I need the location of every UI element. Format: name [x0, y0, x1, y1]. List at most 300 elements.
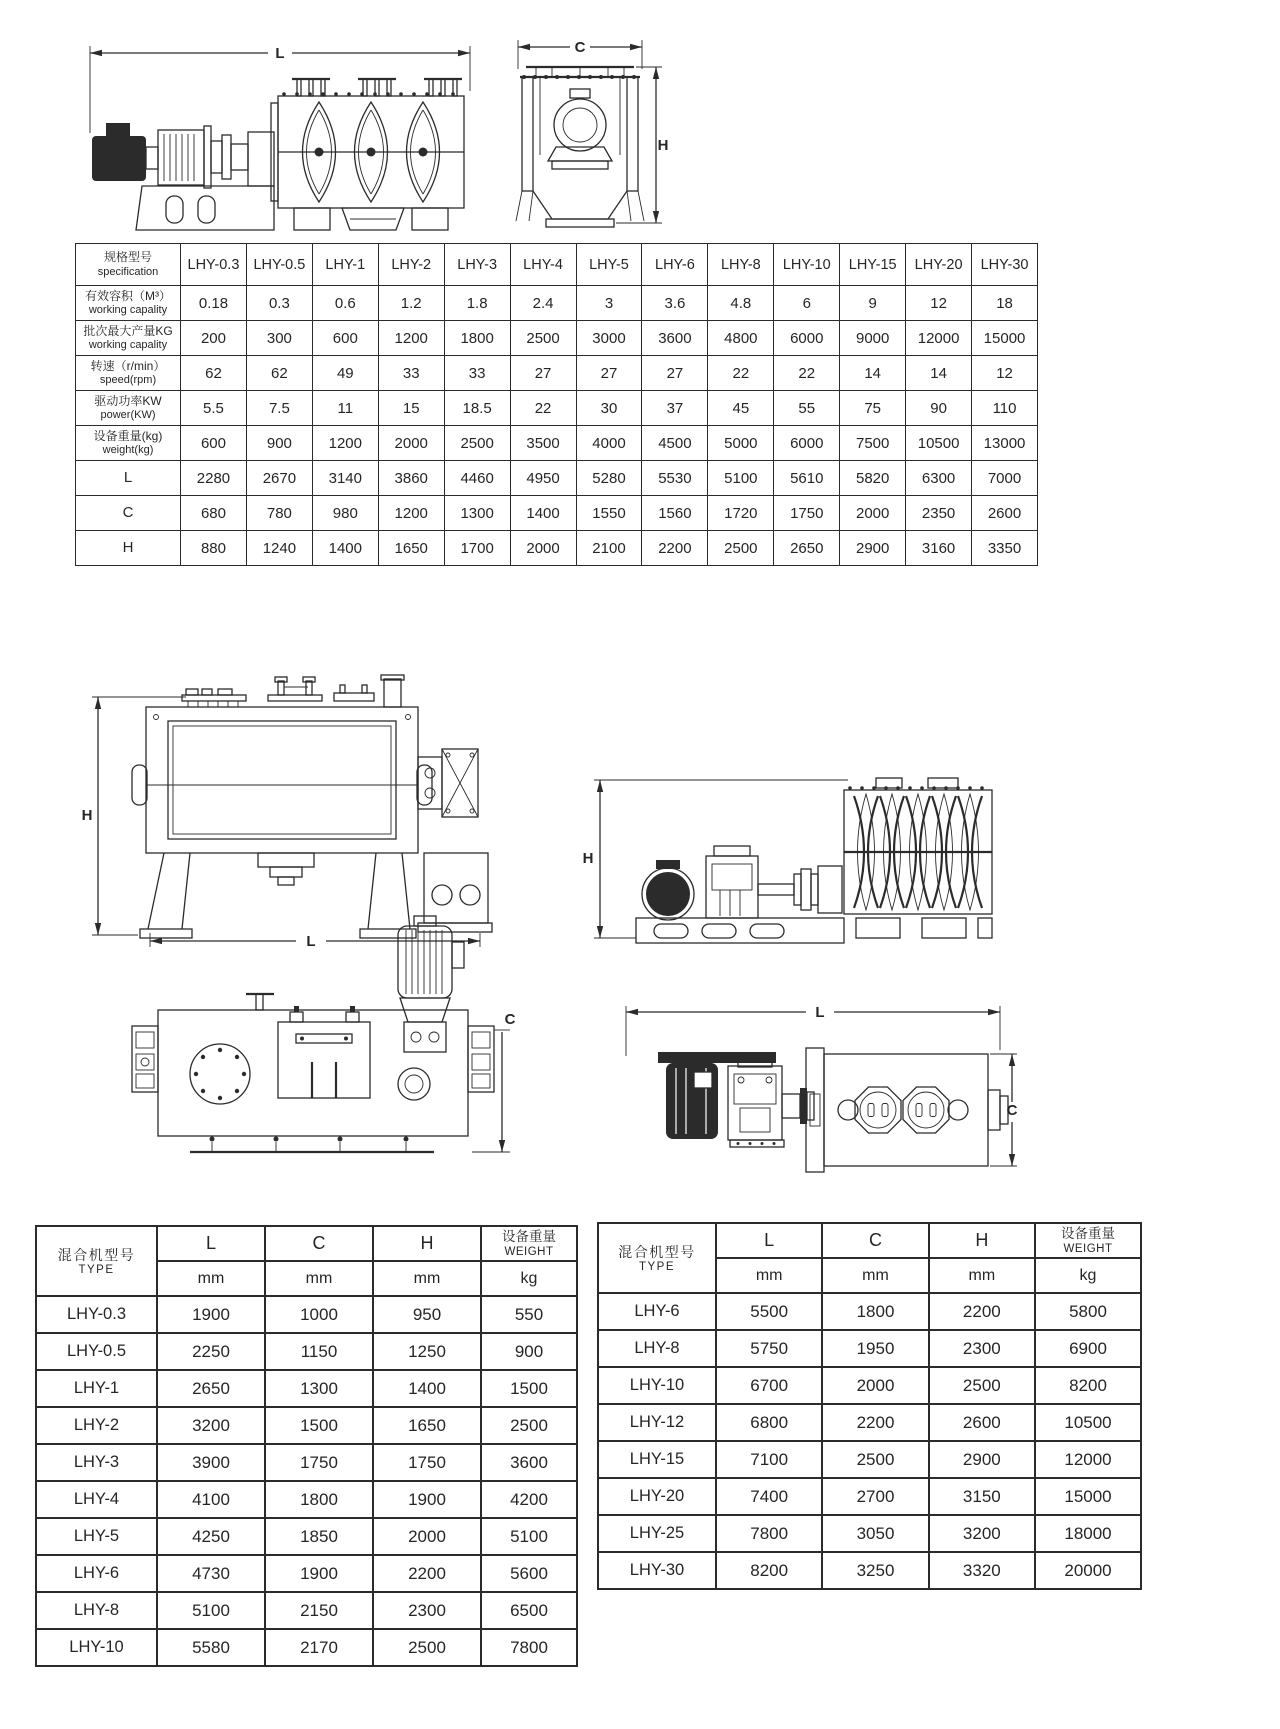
drum-feet: [294, 208, 448, 230]
weight-header-zh: 设备重量: [502, 1229, 556, 1245]
unit-cell: mm: [716, 1258, 822, 1293]
model-cell: LHY-3: [36, 1444, 157, 1481]
value-cell: 1150: [265, 1333, 373, 1370]
spec-value-cell: 2000: [840, 496, 906, 531]
value-cell: 1800: [265, 1481, 373, 1518]
spec-value-cell: 4460: [444, 461, 510, 496]
spec-value-cell: 1200: [378, 496, 444, 531]
spec-value-cell: 18.5: [444, 391, 510, 426]
dimension-column-header: H: [373, 1226, 481, 1261]
spec-value-cell: 22: [708, 356, 774, 391]
spec-value-cell: 13000: [972, 426, 1038, 461]
model-cell: LHY-6: [598, 1293, 716, 1330]
dim-header-row: [36, 1226, 577, 1261]
spec-row-label-zh: 设备重量(kg): [93, 428, 163, 443]
value-cell: 550: [481, 1296, 577, 1333]
spec-table: [75, 243, 1038, 566]
value-cell: 18000: [1035, 1515, 1141, 1552]
dim-row: [36, 1444, 577, 1481]
spec-model-header: LHY-30: [972, 244, 1038, 286]
motor: [658, 1052, 776, 1139]
spec-value-cell: 2600: [972, 496, 1038, 531]
dim-row: [598, 1367, 1141, 1404]
spec-value-cell: 900: [246, 426, 312, 461]
spec-value-cell: 3: [576, 286, 642, 321]
spec-value-cell: 14: [840, 356, 906, 391]
value-cell: 4100: [157, 1481, 265, 1518]
spec-value-cell: 300: [246, 321, 312, 356]
spec-value-cell: 0.18: [181, 286, 247, 321]
spec-model-header: LHY-10: [774, 244, 840, 286]
spec-value-cell: 22: [774, 356, 840, 391]
value-cell: 1950: [822, 1330, 928, 1367]
dimension-column-header: L: [157, 1226, 265, 1261]
spec-value-cell: 4000: [576, 426, 642, 461]
spec-row-label: [76, 391, 181, 426]
spec-row-label-en: working capality: [88, 339, 168, 352]
spec-value-cell: 1720: [708, 496, 774, 531]
top-fittings: [182, 675, 404, 707]
access-plate: [278, 1006, 370, 1098]
spec-table-body: [76, 244, 1038, 566]
model-cell: LHY-5: [36, 1518, 157, 1555]
spec-row-label: [76, 426, 181, 461]
value-cell: 1300: [265, 1370, 373, 1407]
value-cell: 12000: [1035, 1441, 1141, 1478]
value-cell: 3900: [157, 1444, 265, 1481]
drawing-mixer-end-view: [496, 33, 671, 235]
value-cell: 2000: [822, 1367, 928, 1404]
spec-value-cell: 1700: [444, 531, 510, 566]
spec-value-cell: 7500: [840, 426, 906, 461]
value-cell: 6800: [716, 1404, 822, 1441]
spec-value-cell: 15000: [972, 321, 1038, 356]
dim-row: [598, 1552, 1141, 1589]
dimension-width: [990, 1054, 1018, 1166]
spec-row: [76, 531, 1038, 566]
spec-value-cell: 0.3: [246, 286, 312, 321]
spec-row-label-zh: 有效容积（M³）: [85, 288, 171, 303]
spec-model-header: LHY-3: [444, 244, 510, 286]
weight-header-en: WEIGHT: [1063, 1242, 1113, 1255]
value-cell: 3600: [481, 1444, 577, 1481]
spec-model-header: LHY-5: [576, 244, 642, 286]
value-cell: 2700: [822, 1478, 928, 1515]
spec-row-label-en: power(KW): [100, 409, 156, 422]
body: [806, 1048, 1008, 1172]
spec-model-header: LHY-0.5: [246, 244, 312, 286]
value-cell: 1500: [265, 1407, 373, 1444]
spec-value-cell: 10500: [906, 426, 972, 461]
value-cell: 2500: [481, 1407, 577, 1444]
spec-value-cell: 0.6: [312, 286, 378, 321]
gearbox: [728, 1058, 814, 1147]
spec-row-label: [76, 531, 181, 566]
value-cell: 2500: [822, 1441, 928, 1478]
value-cell: 5500: [716, 1293, 822, 1330]
type-header-en: TYPE: [638, 1261, 676, 1274]
value-cell: 5600: [481, 1555, 577, 1592]
model-cell: LHY-10: [598, 1367, 716, 1404]
spec-value-cell: 600: [312, 321, 378, 356]
spec-value-cell: 2200: [642, 531, 708, 566]
drawing-mixer-side-view: [82, 33, 477, 235]
gearbox: [158, 126, 274, 188]
value-cell: 1750: [373, 1444, 481, 1481]
spec-value-cell: 62: [246, 356, 312, 391]
bottom-rail: [190, 1137, 434, 1153]
spec-value-cell: 1560: [642, 496, 708, 531]
model-cell: LHY-12: [598, 1404, 716, 1441]
spec-value-cell: 2500: [510, 321, 576, 356]
value-cell: 6900: [1035, 1330, 1141, 1367]
model-cell: LHY-25: [598, 1515, 716, 1552]
spec-model-header: LHY-4: [510, 244, 576, 286]
model-cell: LHY-1: [36, 1370, 157, 1407]
value-cell: 1650: [373, 1407, 481, 1444]
value-cell: 4250: [157, 1518, 265, 1555]
spec-value-cell: 3160: [906, 531, 972, 566]
unit-cell: mm: [157, 1261, 265, 1296]
value-cell: 950: [373, 1296, 481, 1333]
dim-row: [36, 1370, 577, 1407]
spec-corner-cell: [76, 244, 181, 286]
sight-glass: [398, 1068, 430, 1100]
value-cell: 2150: [265, 1592, 373, 1629]
type-header-zh: 混合机型号: [618, 1243, 696, 1260]
spec-value-cell: 5.5: [181, 391, 247, 426]
model-cell: LHY-10: [36, 1629, 157, 1666]
bearing-assembly: [548, 89, 612, 169]
spec-value-cell: 7000: [972, 461, 1038, 496]
value-cell: 900: [481, 1333, 577, 1370]
spec-value-cell: 90: [906, 391, 972, 426]
value-cell: 2000: [373, 1518, 481, 1555]
spec-value-cell: 2900: [840, 531, 906, 566]
spec-value-cell: 22: [510, 391, 576, 426]
value-cell: 5750: [716, 1330, 822, 1367]
spec-value-cell: 33: [378, 356, 444, 391]
value-cell: 8200: [1035, 1367, 1141, 1404]
value-cell: 3150: [929, 1478, 1035, 1515]
spec-value-cell: 5000: [708, 426, 774, 461]
drum-feet: [856, 918, 992, 938]
dim-label-height: H: [657, 137, 669, 154]
value-cell: 2500: [929, 1367, 1035, 1404]
spec-row-label: [76, 461, 181, 496]
motor-base: [636, 918, 844, 943]
spec-value-cell: 62: [181, 356, 247, 391]
spec-row-label: [76, 321, 181, 356]
weight-column-header: [481, 1226, 577, 1261]
spec-value-cell: 3860: [378, 461, 444, 496]
agitator-ribbons: [303, 102, 440, 202]
value-cell: 1750: [265, 1444, 373, 1481]
spec-value-cell: 980: [312, 496, 378, 531]
manhole-flange: [190, 1044, 250, 1104]
spec-value-cell: 9000: [840, 321, 906, 356]
drum: [844, 778, 992, 914]
spec-value-cell: 12: [972, 356, 1038, 391]
spec-value-cell: 1650: [378, 531, 444, 566]
spec-value-cell: 600: [181, 426, 247, 461]
dim-row: [36, 1629, 577, 1666]
dim-table-right: [597, 1222, 1142, 1590]
dim-label-length: L: [815, 1004, 825, 1021]
spec-value-cell: 200: [181, 321, 247, 356]
drawing-ribbon-mixer-side: [78, 645, 493, 950]
spec-header-en: specification: [97, 265, 159, 278]
dim-row: [36, 1592, 577, 1629]
spec-value-cell: 5280: [576, 461, 642, 496]
spec-model-header: LHY-6: [642, 244, 708, 286]
spec-row: [76, 461, 1038, 496]
value-cell: 7800: [481, 1629, 577, 1666]
spec-value-cell: 6000: [774, 321, 840, 356]
spec-value-cell: 15: [378, 391, 444, 426]
spec-value-cell: 1.2: [378, 286, 444, 321]
spec-row-label-zh: H: [122, 539, 134, 557]
dim-row: [598, 1441, 1141, 1478]
value-cell: 2200: [373, 1555, 481, 1592]
dimension-column-header: L: [716, 1223, 822, 1258]
spec-model-header: LHY-8: [708, 244, 774, 286]
dim-row: [598, 1330, 1141, 1367]
value-cell: 2170: [265, 1629, 373, 1666]
housing: [516, 67, 644, 221]
value-cell: 1900: [265, 1555, 373, 1592]
value-cell: 1250: [373, 1333, 481, 1370]
spec-value-cell: 27: [510, 356, 576, 391]
model-cell: LHY-8: [598, 1330, 716, 1367]
value-cell: 1500: [481, 1370, 577, 1407]
spec-value-cell: 4800: [708, 321, 774, 356]
dim-table-left: [35, 1225, 578, 1667]
spec-value-cell: 2280: [181, 461, 247, 496]
spec-row-label-en: working capality: [88, 304, 168, 317]
spec-model-header: LHY-2: [378, 244, 444, 286]
spec-value-cell: 12000: [906, 321, 972, 356]
value-cell: 1900: [373, 1481, 481, 1518]
spec-value-cell: 4.8: [708, 286, 774, 321]
spec-value-cell: 1750: [774, 496, 840, 531]
value-cell: 1800: [822, 1293, 928, 1330]
spec-row-label-en: speed(rpm): [99, 374, 157, 387]
value-cell: 2600: [929, 1404, 1035, 1441]
dimension-column-header: H: [929, 1223, 1035, 1258]
value-cell: 2200: [929, 1293, 1035, 1330]
spec-value-cell: 2000: [378, 426, 444, 461]
value-cell: 7800: [716, 1515, 822, 1552]
unit-cell: kg: [1035, 1258, 1141, 1293]
dimension-height: [82, 697, 186, 935]
spec-value-cell: 2500: [708, 531, 774, 566]
spec-value-cell: 2350: [906, 496, 972, 531]
value-cell: 3050: [822, 1515, 928, 1552]
spec-row: [76, 496, 1038, 531]
spec-value-cell: 12: [906, 286, 972, 321]
spec-value-cell: 1.8: [444, 286, 510, 321]
spec-value-cell: 5530: [642, 461, 708, 496]
drawing-mixer-plan-view: [128, 912, 528, 1184]
dim-header-row: [598, 1223, 1141, 1258]
spec-value-cell: 4950: [510, 461, 576, 496]
drum: [271, 79, 464, 230]
dimension-width: [518, 39, 642, 69]
spec-value-cell: 1200: [312, 426, 378, 461]
motor: [642, 860, 694, 920]
spec-row: [76, 426, 1038, 461]
spec-value-cell: 1800: [444, 321, 510, 356]
spec-row-label-zh: L: [123, 469, 133, 487]
value-cell: 3200: [157, 1407, 265, 1444]
value-cell: 8200: [716, 1552, 822, 1589]
spec-value-cell: 780: [246, 496, 312, 531]
dim-table-right-body: [598, 1223, 1141, 1589]
spec-value-cell: 55: [774, 391, 840, 426]
value-cell: 2500: [373, 1629, 481, 1666]
dim-row: [598, 1478, 1141, 1515]
dim-label-length: L: [306, 933, 316, 950]
value-cell: 3320: [929, 1552, 1035, 1589]
weight-column-header: [1035, 1223, 1141, 1258]
spec-value-cell: 14: [906, 356, 972, 391]
model-cell: LHY-0.3: [36, 1296, 157, 1333]
value-cell: 2300: [373, 1592, 481, 1629]
spec-value-cell: 30: [576, 391, 642, 426]
spec-value-cell: 9: [840, 286, 906, 321]
spec-row-label-zh: 批次最大产量KG: [83, 323, 173, 338]
spec-row: [76, 391, 1038, 426]
dimension-column-header: C: [822, 1223, 928, 1258]
value-cell: 5100: [481, 1518, 577, 1555]
spec-value-cell: 18: [972, 286, 1038, 321]
value-cell: 2900: [929, 1441, 1035, 1478]
hopper: [533, 191, 627, 227]
dim-row: [598, 1293, 1141, 1330]
drive-base: [136, 186, 274, 230]
value-cell: 4730: [157, 1555, 265, 1592]
value-cell: 10500: [1035, 1404, 1141, 1441]
spec-value-cell: 6: [774, 286, 840, 321]
dim-label-height: H: [81, 807, 93, 824]
spec-value-cell: 1200: [378, 321, 444, 356]
motor: [92, 123, 158, 181]
spec-value-cell: 5100: [708, 461, 774, 496]
value-cell: 3200: [929, 1515, 1035, 1552]
spec-row-label: [76, 286, 181, 321]
value-cell: 4200: [481, 1481, 577, 1518]
drawing-plough-mixer-cutaway: [580, 688, 995, 943]
dim-row: [36, 1407, 577, 1444]
spec-value-cell: 49: [312, 356, 378, 391]
spec-value-cell: 27: [576, 356, 642, 391]
value-cell: 1850: [265, 1518, 373, 1555]
unit-cell: mm: [265, 1261, 373, 1296]
model-cell: LHY-15: [598, 1441, 716, 1478]
dim-row: [36, 1555, 577, 1592]
value-cell: 7100: [716, 1441, 822, 1478]
spec-value-cell: 1400: [312, 531, 378, 566]
type-header-zh: 混合机型号: [57, 1246, 136, 1263]
type-header: [598, 1223, 716, 1293]
spec-value-cell: 2000: [510, 531, 576, 566]
dim-label-width: C: [574, 39, 586, 56]
dim-row: [598, 1515, 1141, 1552]
model-cell: LHY-30: [598, 1552, 716, 1589]
sight-glass-inner: [405, 1075, 423, 1093]
value-cell: 2250: [157, 1333, 265, 1370]
spec-model-header: LHY-0.3: [181, 244, 247, 286]
dim-row: [36, 1481, 577, 1518]
spec-header-zh: 规格型号: [103, 250, 152, 265]
spec-row-label-zh: C: [122, 504, 134, 522]
spec-value-cell: 1550: [576, 496, 642, 531]
spec-row-label-zh: 驱动功率KW: [94, 393, 162, 408]
dim-row: [598, 1404, 1141, 1441]
value-cell: 1400: [373, 1370, 481, 1407]
dim-row: [36, 1518, 577, 1555]
spec-value-cell: 1300: [444, 496, 510, 531]
spec-row-label: [76, 496, 181, 531]
value-cell: 15000: [1035, 1478, 1141, 1515]
body: [132, 707, 432, 853]
spec-row: [76, 321, 1038, 356]
spec-value-cell: 27: [642, 356, 708, 391]
model-cell: LHY-6: [36, 1555, 157, 1592]
spec-value-cell: 75: [840, 391, 906, 426]
spec-value-cell: 4500: [642, 426, 708, 461]
dim-row: [36, 1296, 577, 1333]
spec-value-cell: 33: [444, 356, 510, 391]
dimension-column-header: C: [265, 1226, 373, 1261]
spec-value-cell: 6000: [774, 426, 840, 461]
spec-value-cell: 3140: [312, 461, 378, 496]
value-cell: 3250: [822, 1552, 928, 1589]
spec-value-cell: 1400: [510, 496, 576, 531]
dim-label-height: H: [582, 850, 594, 867]
unit-cell: mm: [929, 1258, 1035, 1293]
value-cell: 1900: [157, 1296, 265, 1333]
value-cell: 5100: [157, 1592, 265, 1629]
dim-label-length: L: [275, 45, 285, 62]
spec-model-header: LHY-20: [906, 244, 972, 286]
value-cell: 2200: [822, 1404, 928, 1441]
spec-row: [76, 286, 1038, 321]
spec-value-cell: 3.6: [642, 286, 708, 321]
spec-value-cell: 37: [642, 391, 708, 426]
dim-label-width: C: [1006, 1102, 1018, 1119]
drive-unit: [418, 749, 492, 932]
spec-value-cell: 5610: [774, 461, 840, 496]
spec-value-cell: 110: [972, 391, 1038, 426]
spec-value-cell: 11: [312, 391, 378, 426]
model-cell: LHY-20: [598, 1478, 716, 1515]
model-cell: LHY-2: [36, 1407, 157, 1444]
spec-value-cell: 3000: [576, 321, 642, 356]
spec-value-cell: 680: [181, 496, 247, 531]
unit-cell: mm: [373, 1261, 481, 1296]
unit-cell: mm: [822, 1258, 928, 1293]
value-cell: 2650: [157, 1370, 265, 1407]
top-nozzles: [292, 79, 462, 96]
spec-row: [76, 356, 1038, 391]
model-cell: LHY-0.5: [36, 1333, 157, 1370]
value-cell: 7400: [716, 1478, 822, 1515]
spec-value-cell: 2500: [444, 426, 510, 461]
spec-value-cell: 5820: [840, 461, 906, 496]
type-header: [36, 1226, 157, 1296]
